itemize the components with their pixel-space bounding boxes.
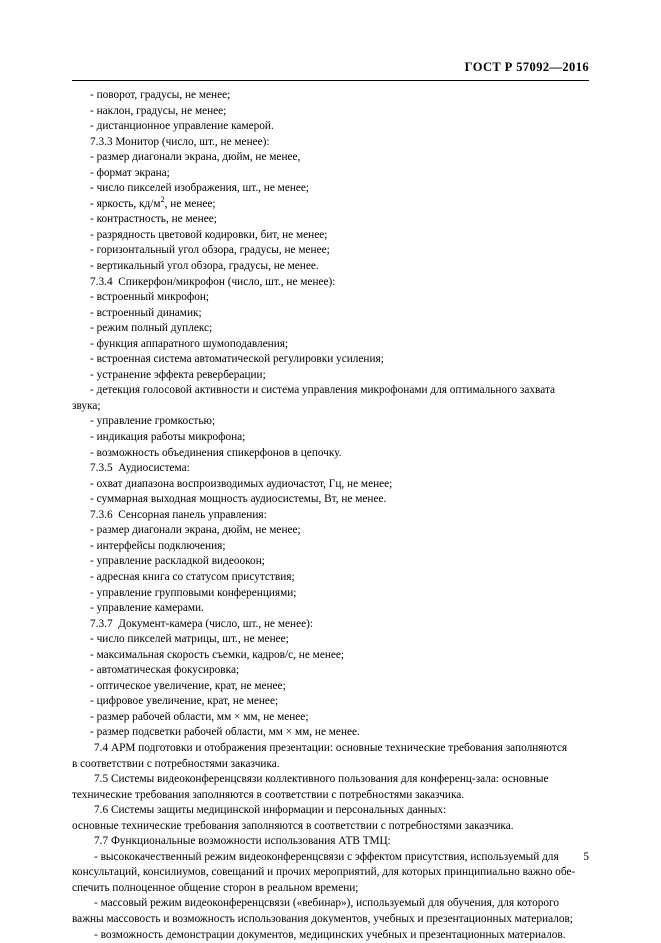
requirement-line: - контрастность, не менее;: [90, 213, 217, 226]
requirement-line: - интерфейсы подключения;: [90, 539, 226, 552]
requirement-line: 7.3.4 Спикерфон/микрофон (число, шт., не менее):: [90, 275, 336, 288]
requirement-line: - автоматическая фокусировка;: [90, 664, 240, 677]
requirement-line: - число пикселей изображения, шт., не менее;: [90, 182, 310, 195]
requirement-line: - охват диапазона воспроизводимых аудиочастот, Гц, не менее;: [90, 477, 393, 490]
requirement-line: - встроенный динамик;: [90, 306, 202, 319]
document-body: [72, 88, 589, 943]
requirement-line: - размер подсветки рабочей области, мм × мм, не менее.: [90, 726, 360, 739]
requirement-line: - устранение эффекта реверберации;: [90, 368, 266, 381]
requirement-line: - индикация работы микрофона;: [90, 431, 246, 444]
body-paragraph-line: - высококачественный режим видеоконференцсвязи с эффектом присутствия, используемый для: [94, 850, 559, 863]
body-paragraph-line: 7.7 Функциональные возможности использования АТВ ТМЦ:: [94, 835, 391, 848]
requirement-line: - размер диагонали экрана, дюйм, не менее;: [90, 524, 301, 537]
body-paragraph-line: важны массовость и возможность использования документов, учебных и презентационных материалов;: [72, 912, 573, 925]
header-divider: [72, 80, 589, 81]
requirement-line: - суммарная выходная мощность аудиосистемы, Вт, не менее.: [90, 493, 387, 506]
body-paragraph-line: 7.4 АРМ подготовки и отображения презентации: основные технические требования заполняются: [94, 741, 568, 754]
page-header-standard-title: ГОСТ Р 57092—2016: [464, 60, 589, 74]
requirement-line: - число пикселей матрицы, шт., не менее;: [90, 633, 289, 646]
requirement-line: 7.3.5 Аудиосистема:: [90, 462, 190, 475]
body-paragraph-line: спечить полноценное общение сторон в реальном времени;: [72, 881, 359, 894]
requirement-line: 7.3.6 Сенсорная панель управления:: [90, 508, 267, 521]
requirement-line: - яркость, $кд/м^2$, не менее;: [90, 195, 216, 210]
page-number: 5: [583, 851, 589, 863]
requirement-line: - максимальная скорость съемки, кадров/с, не менее;: [90, 648, 345, 661]
requirement-line: - вертикальный угол обзора, градусы, не менее.: [90, 260, 319, 273]
requirement-line: - размер рабочей области, мм × мм, не менее;: [90, 710, 309, 723]
body-paragraph-line: 7.6 Системы защиты медицинской информации и персональных данных:: [94, 804, 447, 817]
superscript: 2: [160, 195, 165, 205]
requirement-line: - горизонтальный угол обзора, градусы, не менее;: [90, 244, 330, 257]
requirement-line: - формат экрана;: [90, 166, 170, 179]
requirement-line: - детекция голосовой активности и система управления микрофонами для оптимального захвата: [90, 384, 556, 397]
body-paragraph-line: - массовый режим видеоконференцсвязи («вебинар»), используемый для обучения, для которого: [94, 897, 560, 910]
requirement-line: - адресная книга со статусом присутствия;: [90, 570, 295, 583]
requirements-paragraphs: [72, 741, 589, 943]
requirement-line: - встроенный микрофон;: [90, 291, 210, 304]
body-paragraph-line: 7.5 Системы видеоконференцсвязи коллективного пользования для конференц-зала: основные: [94, 773, 549, 786]
requirement-line: - функция аппаратного шумоподавления;: [90, 337, 289, 350]
requirements-list: [72, 88, 589, 741]
requirement-line: - дистанционное управление камерой.: [90, 120, 274, 133]
requirement-line: - управление камерами.: [90, 602, 204, 615]
body-paragraph-line: технические требования заполняются в соответствии с потребностями заказчика.: [72, 788, 465, 801]
requirement-line: 7.3.3 Монитор (число, шт., не менее):: [90, 135, 270, 148]
requirement-line: - возможность объединения спикерфонов в цепочку.: [90, 446, 342, 459]
requirement-line: - размер диагонали экрана, дюйм, не менее,: [90, 151, 301, 164]
body-paragraph-line: - возможность демонстрации документов, медицинских учебных и презентационных материалов.: [94, 928, 566, 941]
requirement-line: - управление групповыми конференциями;: [90, 586, 297, 599]
requirement-line: - оптическое увеличение, крат, не менее;: [90, 679, 286, 692]
requirement-line: - управление раскладкой видеоокон;: [90, 555, 265, 568]
requirement-line: - цифровое увеличение, крат, не менее;: [90, 695, 279, 708]
body-paragraph-line: основные технические требования заполняются в соответствии с потребностями заказчика.: [72, 819, 514, 832]
body-paragraph-line: консультаций, консилиумов, совещаний и прочих мероприятий, для которых принципиально важно обе-: [72, 866, 576, 879]
body-paragraph-line: в соответствии с потребностями заказчика.: [72, 757, 280, 770]
requirement-line: - наклон, градусы, не менее;: [90, 104, 227, 117]
requirement-line: 7.3.7 Документ-камера (число, шт., не менее):: [90, 617, 314, 630]
requirement-line: - поворот, градусы, не менее;: [90, 89, 231, 101]
requirement-line: - встроенная система автоматической регулировки усиления;: [90, 353, 384, 366]
requirement-line: - режим полный дуплекс;: [90, 322, 213, 335]
requirement-line: - управление громкостью;: [90, 415, 216, 428]
requirement-line: звука;: [72, 399, 101, 412]
requirement-line: - разрядность цветовой кодировки, бит, не менее;: [90, 228, 328, 241]
